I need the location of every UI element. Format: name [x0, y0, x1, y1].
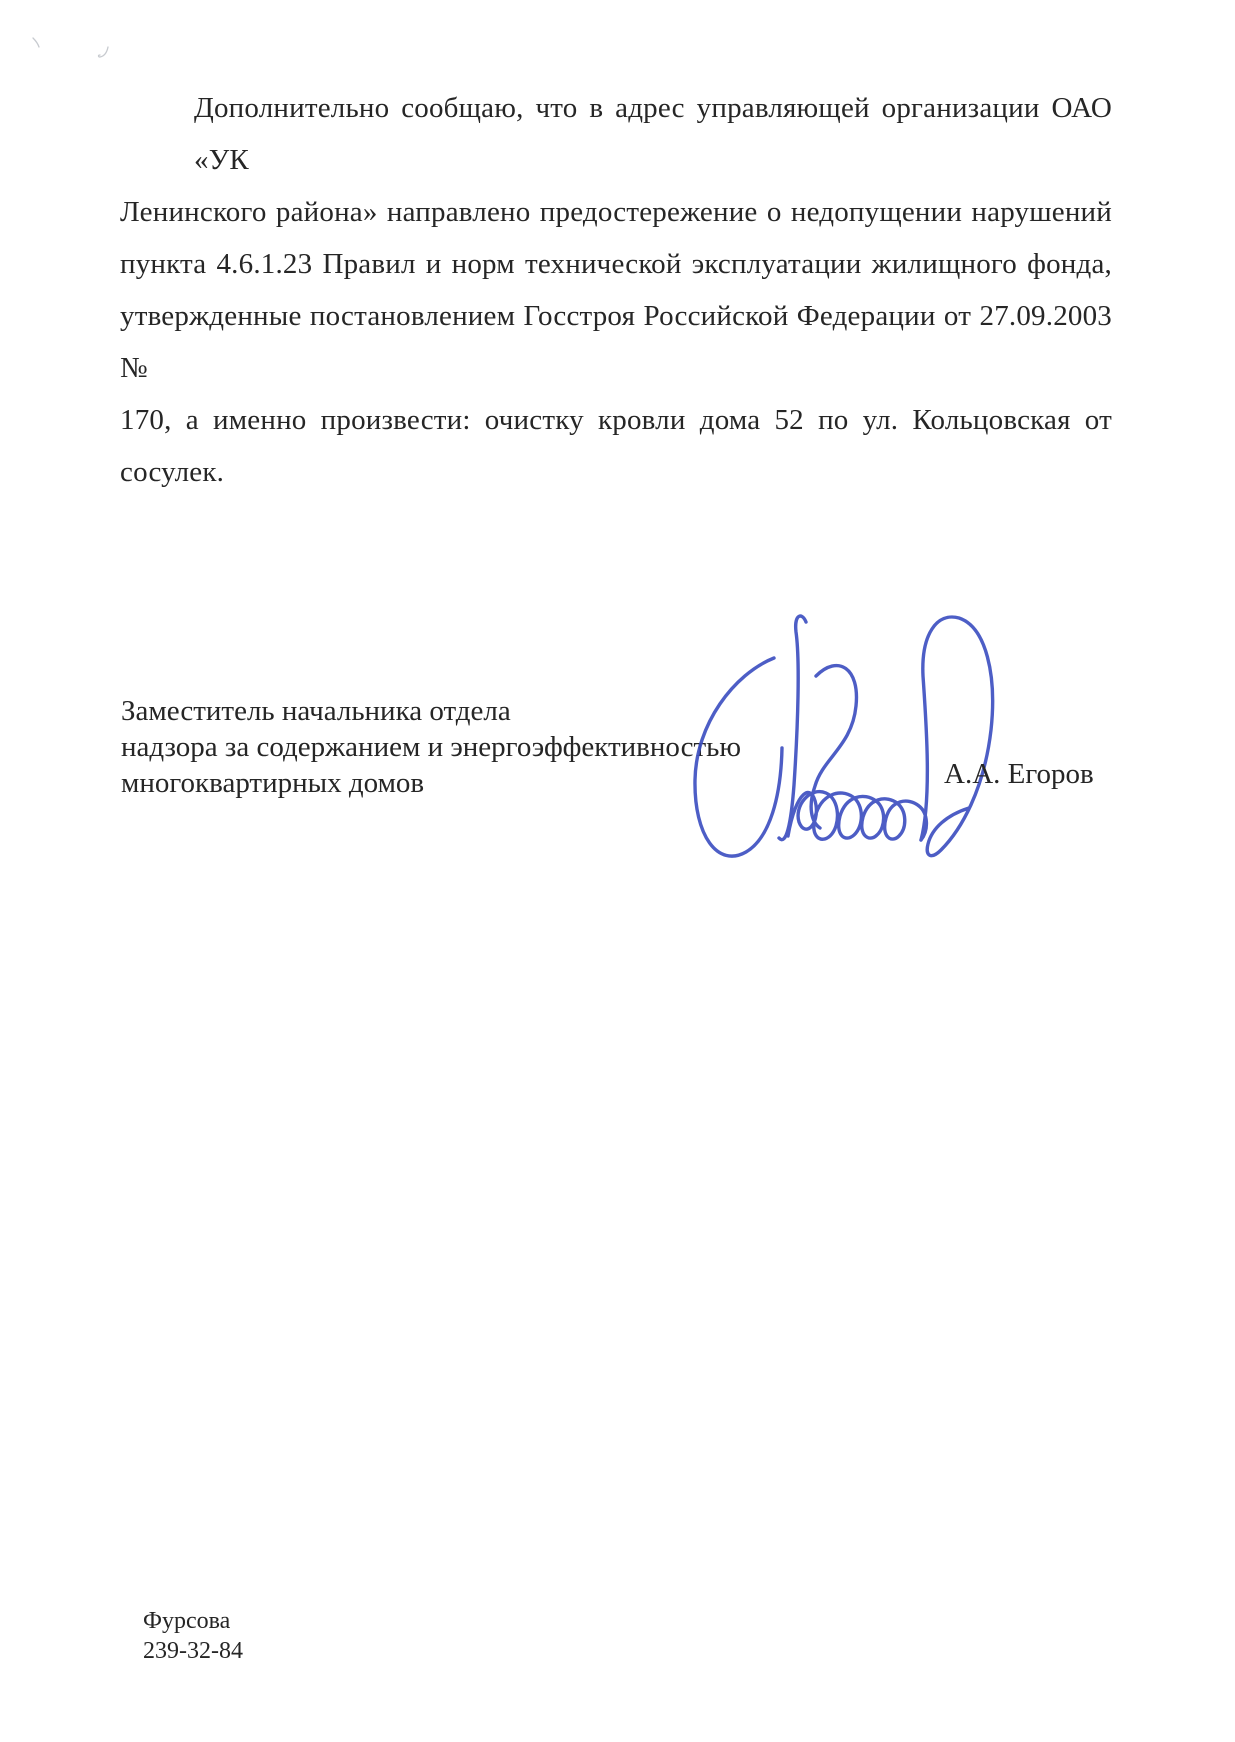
signer-title-line: многоквартирных домов [121, 767, 425, 799]
executor-phone: 239-32-84 [143, 1638, 243, 1664]
signer-title-line: надзора за содержанием и энергоэффективностью [121, 731, 742, 763]
executor-name: Фурсова [143, 1608, 231, 1634]
scan-speck-icon [96, 44, 112, 60]
body-line: Дополнительно сообщаю, что в адрес управляющей организации ОАО «УК [194, 92, 1112, 176]
executor-footer [143, 1606, 243, 1666]
body-line: утвержденные постановлением Госстроя Российской Федерации от 27.09.2003 № [120, 300, 1112, 384]
scan-speck-icon [30, 36, 46, 50]
body-line: сосулек. [120, 456, 225, 488]
signer-name: А.А. Егоров [944, 758, 1094, 790]
body-line: пункта 4.6.1.23 Правил и норм технической эксплуатации жилищного фонда, [120, 248, 1112, 280]
signer-title-line: Заместитель начальника отдела [121, 695, 511, 727]
signer-job-title [121, 693, 761, 801]
letter-body-paragraph [120, 82, 1112, 498]
body-line: 170, а именно произвести: очистку кровли дома 52 по ул. Кольцовская от [120, 404, 1112, 436]
body-line: Ленинского района» направлено предостережение о недопущении нарушений [120, 196, 1112, 228]
